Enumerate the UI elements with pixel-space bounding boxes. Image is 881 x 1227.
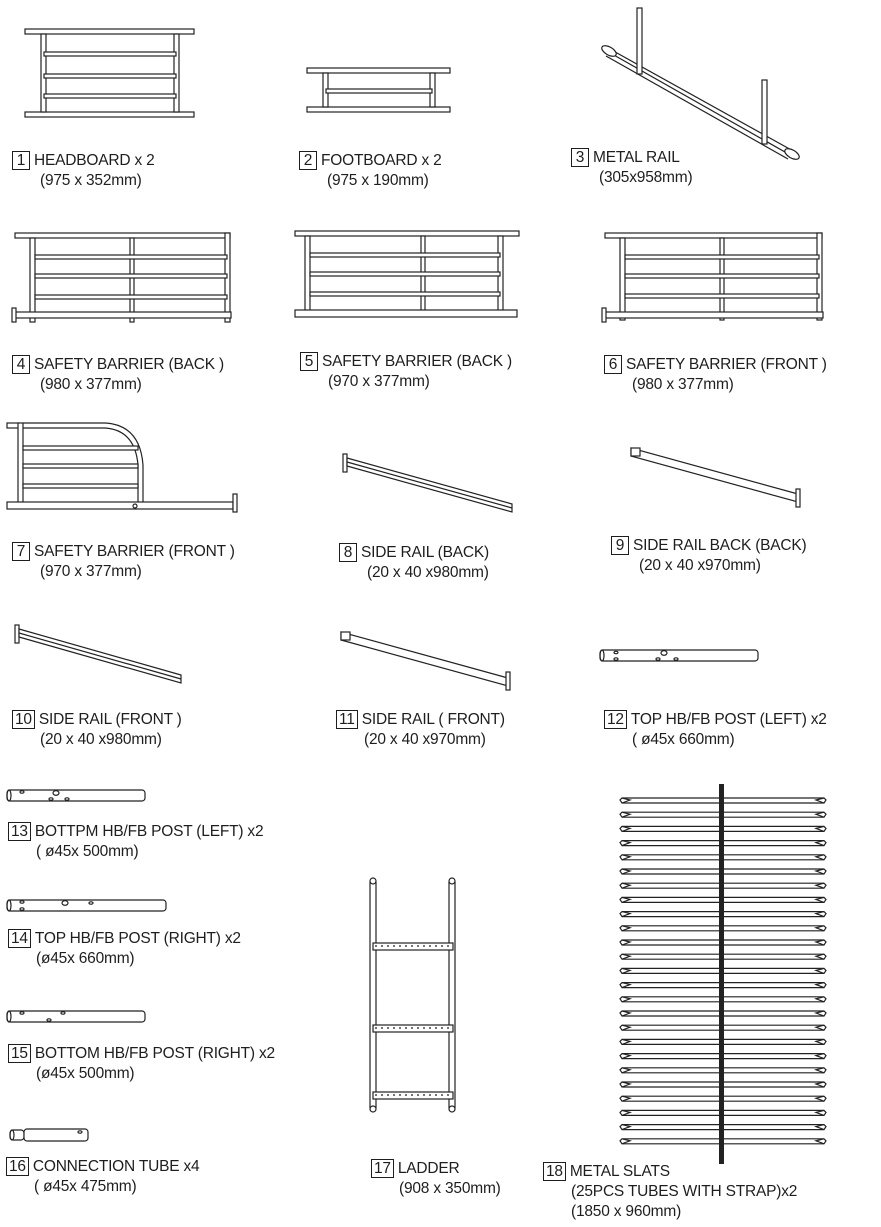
part-7-label: 7 SAFETY BARRIER (FRONT ) (970 x 377mm): [12, 542, 235, 582]
side-rail-front-drawing: [13, 623, 185, 685]
footboard-drawing: [306, 67, 452, 113]
part-dimensions: (20 x 40 x970mm): [364, 731, 486, 748]
part-17-label: 17 LADDER (908 x 350mm): [371, 1159, 501, 1199]
part-dimensions: (ø45x 660mm): [36, 950, 135, 967]
part-8-label: 8 SIDE RAIL (BACK) (20 x 40 x980mm): [339, 543, 489, 583]
part-name: SIDE RAIL (FRONT ): [38, 711, 182, 728]
part-5-label: 5 SAFETY BARRIER (BACK ) (970 x 377mm): [300, 352, 512, 392]
part-6-label: 6 SAFETY BARRIER (FRONT ) (980 x 377mm): [604, 355, 827, 395]
part-12-label: 12 TOP HB/FB POST (LEFT) x2 ( ø45x 660mm): [604, 710, 827, 750]
part-dimensions: (20 x 40 x970mm): [639, 557, 761, 574]
part-name: SAFETY BARRIER (FRONT ): [626, 356, 827, 373]
part-dimensions: (980 x 377mm): [632, 376, 734, 393]
safety-barrier-back-drawing: [293, 228, 523, 322]
part-name: BOTTOM HB/FB POST (RIGHT) x2: [34, 1045, 275, 1062]
part-name: SAFETY BARRIER (FRONT ): [34, 543, 235, 560]
part-dimensions: (305x958mm): [599, 169, 693, 186]
part-dimensions: ( ø45x 500mm): [36, 843, 139, 860]
part-dimensions: (20 x 40 x980mm): [367, 564, 489, 581]
part-dimensions: (20 x 40 x980mm): [40, 731, 162, 748]
part-dimensions: (975 x 190mm): [327, 172, 429, 189]
side-rail-back-drawing: [340, 452, 515, 517]
bottom-post-left-drawing: [5, 788, 147, 804]
bottom-post-right-drawing: [5, 1009, 147, 1025]
part-dimensions: (970 x 377mm): [40, 563, 142, 580]
part-9-label: 9 SIDE RAIL BACK (BACK) (20 x 40 x970mm): [611, 536, 807, 576]
part-dimensions-2: (1850 x 960mm): [571, 1203, 682, 1220]
part-10-label: 10 SIDE RAIL (FRONT ) (20 x 40 x980mm): [12, 710, 182, 750]
part-dimensions: ( ø45x 660mm): [632, 731, 735, 748]
part-dimensions: (970 x 377mm): [328, 373, 430, 390]
metal-slats-drawing: [618, 784, 830, 1164]
top-post-left-drawing: [598, 648, 760, 664]
part-name: SIDE RAIL ( FRONT): [361, 711, 505, 728]
part-name: CONNECTION TUBE x4: [32, 1158, 200, 1175]
part-dimensions: ( ø45x 475mm): [34, 1178, 137, 1195]
headboard-drawing: [24, 28, 196, 120]
side-rail-front-drawing: [338, 630, 513, 692]
part-dimensions: (980 x 377mm): [40, 376, 142, 393]
part-name: SAFETY BARRIER (BACK ): [322, 353, 512, 370]
part-dimensions: (975 x 352mm): [40, 172, 142, 189]
part-dimensions: (25PCS TUBES WITH STRAP)x2: [571, 1183, 798, 1200]
part-name: TOP HB/FB POST (LEFT) x2: [630, 711, 827, 728]
part-2-label: 2 FOOTBOARD x 2 (975 x 190mm): [299, 151, 442, 191]
safety-barrier-back-drawing: [10, 230, 235, 328]
part-name: BOTTPM HB/FB POST (LEFT) x2: [34, 823, 264, 840]
part-15-label: 15 BOTTOM HB/FB POST (RIGHT) x2 (ø45x 500mm): [8, 1044, 275, 1084]
part-name: LADDER: [397, 1160, 460, 1177]
part-4-label: 4 SAFETY BARRIER (BACK ) (980 x 377mm): [12, 355, 224, 395]
part-name: SIDE RAIL (BACK): [361, 544, 490, 561]
part-18-label: 18 METAL SLATS (25PCS TUBES WITH STRAP)x2 (1850 x 960mm): [543, 1162, 797, 1222]
ladder-drawing: [365, 875, 463, 1115]
part-13-label: 13 BOTTPM HB/FB POST (LEFT) x2 ( ø45x 500mm): [8, 822, 263, 862]
part-name: METAL RAIL: [593, 149, 680, 166]
part-16-label: 16 CONNECTION TUBE x4 ( ø45x 475mm): [6, 1157, 199, 1197]
part-name: SAFETY BARRIER (BACK ): [34, 356, 224, 373]
part-1-label: 1 HEADBOARD x 2 (975 x 352mm): [12, 151, 155, 191]
part-name: FOOTBOARD x 2: [321, 152, 442, 169]
part-name: HEADBOARD x 2: [34, 152, 155, 169]
safety-barrier-front-drawing: [600, 230, 828, 326]
part-14-label: 14 TOP HB/FB POST (RIGHT) x2 (ø45x 660mm): [8, 929, 241, 969]
part-name: TOP HB/FB POST (RIGHT) x2: [34, 930, 241, 947]
part-dimensions: (ø45x 500mm): [36, 1065, 135, 1082]
connection-tube-drawing: [8, 1127, 90, 1143]
part-dimensions: (908 x 350mm): [399, 1180, 501, 1197]
safety-barrier-front-curved-drawing: [5, 420, 240, 516]
part-name: SIDE RAIL BACK (BACK): [633, 537, 807, 554]
part-3-label: 3 METAL RAIL (305x958mm): [571, 148, 692, 188]
side-rail-back-drawing: [628, 446, 803, 510]
top-post-right-drawing: [5, 898, 168, 914]
part-name: METAL SLATS: [569, 1163, 670, 1180]
metal-rail-drawing: [600, 6, 810, 166]
part-11-label: 11 SIDE RAIL ( FRONT) (20 x 40 x970mm): [336, 710, 505, 750]
